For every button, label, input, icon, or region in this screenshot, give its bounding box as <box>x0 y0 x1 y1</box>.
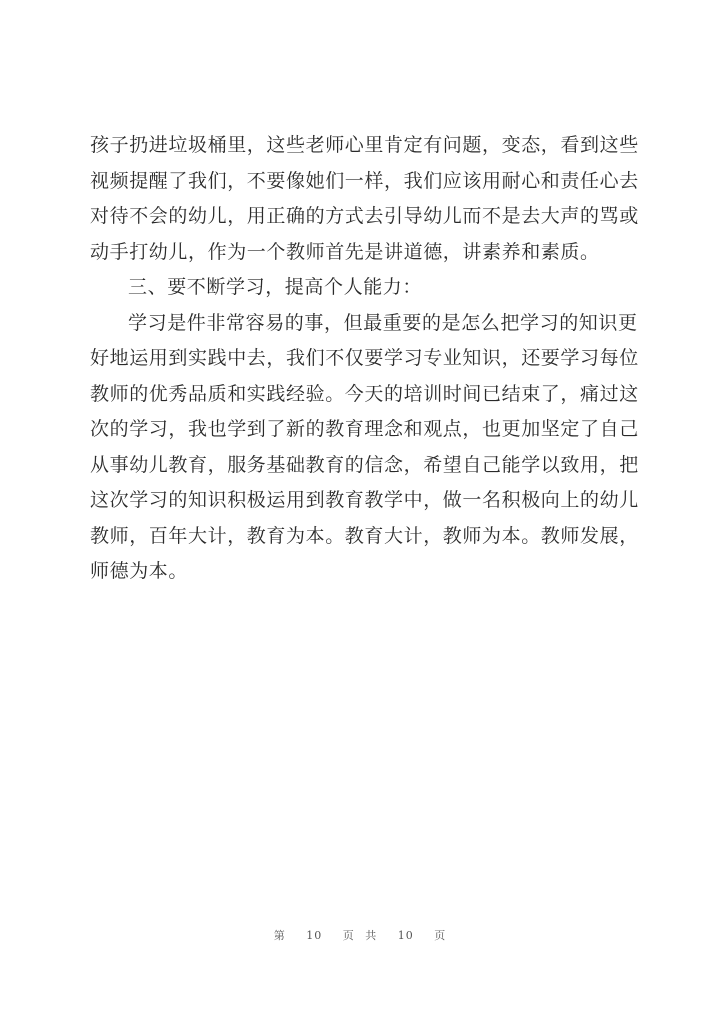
text-line: 好地运用到实践中去，我们不仅要学习专业知识，还要学习每位 <box>90 347 639 369</box>
current-page-number: 10 <box>306 929 323 942</box>
text-line: 孩子扔进垃圾桶里，这些老师心里肯定有问题，变态，看到这些 <box>90 134 639 156</box>
total-pages-number: 10 <box>397 929 414 942</box>
document-body <box>90 128 638 590</box>
text-line: 从事幼儿教育，服务基础教育的信念，希望自己能学以致用，把 <box>90 453 639 476</box>
text-line: 视频提醒了我们，不要像她们一样，我们应该用耐心和责任心去 <box>90 169 639 192</box>
footer-middle: 页 共 <box>342 929 378 942</box>
text-line: 次的学习，我也学到了新的教育理念和观点，也更加坚定了自己 <box>90 418 639 440</box>
page-footer <box>0 927 720 943</box>
section-heading: 三、要不断学习，提高个人能力： <box>128 276 423 298</box>
text-line: 对待不会的幼儿，用正确的方式去引导幼儿而不是去大声的骂或 <box>90 205 639 227</box>
text-line: 动手打幼儿，作为一个教师首先是讲道德，讲素养和素质。 <box>90 240 600 263</box>
text-line: 师德为本。 <box>90 560 189 582</box>
footer-prefix: 第 <box>273 929 286 942</box>
text-line: 这次学习的知识积极运用到教育教学中，做一名积极向上的幼儿 <box>90 489 639 511</box>
text-line: 教师的优秀品质和实践经验。今天的培训时间已结束了，痛过这 <box>90 382 639 405</box>
footer-suffix: 页 <box>434 929 447 942</box>
text-line: 教师，百年大计，教育为本。教育大计，教师为本。教师发展， <box>90 524 639 547</box>
text-line: 学习是件非常容易的事，但最重要的是怎么把学习的知识更 <box>128 311 638 334</box>
